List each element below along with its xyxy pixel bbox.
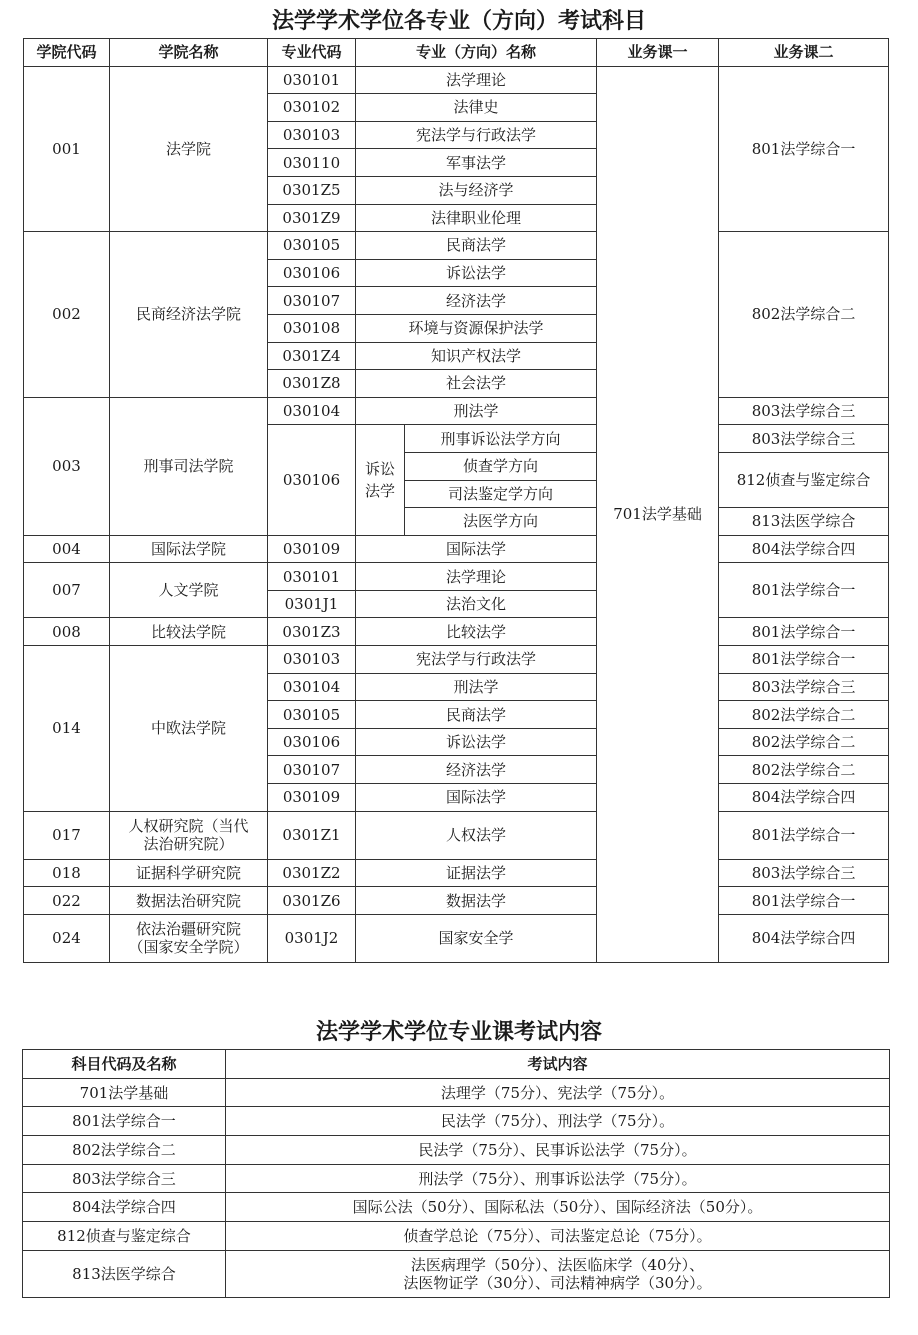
course2-cell: 803法学综合三	[719, 397, 889, 425]
major-name: 法与经济学	[356, 176, 597, 204]
major-name: 比较法学	[356, 618, 597, 646]
direction-name: 侦查学方向	[405, 452, 597, 480]
subject-content: 国际公法（50分）、国际私法（50分）、国际经济法（50分）。	[226, 1193, 890, 1222]
major-code: 030109	[268, 535, 356, 563]
table-row	[24, 887, 889, 915]
table-row	[24, 66, 889, 94]
major-code: 030101	[268, 66, 356, 94]
college-name: 数据法治研究院	[110, 887, 268, 915]
course2-cell: 804法学综合四	[719, 914, 889, 962]
major-code: 0301Z4	[268, 342, 356, 370]
header-college-name: 学院名称	[110, 39, 268, 67]
header-content: 考试内容	[226, 1050, 890, 1079]
major-code: 0301J1	[268, 590, 356, 618]
major-name: 诉讼法学	[356, 259, 597, 287]
college-code: 002	[24, 232, 110, 398]
table-row	[23, 1164, 890, 1193]
college-code: 014	[24, 646, 110, 812]
course2-cell: 802法学综合二	[719, 728, 889, 756]
course2-cell: 801法学综合一	[719, 811, 889, 859]
major-name: 国家安全学	[356, 914, 597, 962]
college-code: 022	[24, 887, 110, 915]
major-name: 诉讼 法学	[356, 425, 405, 535]
major-code: 0301Z9	[268, 204, 356, 232]
header-major-name: 专业（方向）名称	[356, 39, 597, 67]
major-code: 0301Z1	[268, 811, 356, 859]
major-name: 法学理论	[356, 66, 597, 94]
major-name: 法治文化	[356, 590, 597, 618]
college-code: 003	[24, 397, 110, 535]
major-code: 030107	[268, 756, 356, 784]
major-name: 经济法学	[356, 287, 597, 315]
table-row	[24, 914, 889, 962]
major-name: 刑法学	[356, 397, 597, 425]
page-title: 法学学术学位各专业（方向）考试科目	[271, 9, 646, 34]
course2-cell: 802法学综合二	[719, 701, 889, 729]
course2-cell: 804法学综合四	[719, 784, 889, 812]
college-name: 人权研究院（当代 法治研究院）	[110, 811, 268, 859]
table-row	[23, 1250, 890, 1297]
major-code: 030106	[268, 728, 356, 756]
major-code: 030110	[268, 149, 356, 177]
major-name: 环境与资源保护法学	[356, 314, 597, 342]
table-row	[23, 1193, 890, 1222]
major-name: 宪法学与行政法学	[356, 121, 597, 149]
section-title: 法学学术学位专业课考试内容	[315, 1020, 602, 1045]
major-name: 宪法学与行政法学	[356, 646, 597, 674]
course2-cell: 801法学综合一	[719, 66, 889, 232]
table-row	[24, 563, 889, 591]
major-code: 0301Z6	[268, 887, 356, 915]
major-name: 人权法学	[356, 811, 597, 859]
college-name: 民商经济法学院	[110, 232, 268, 398]
course2-cell: 801法学综合一	[719, 618, 889, 646]
major-code: 0301J2	[268, 914, 356, 962]
subject-name: 813法医学综合	[23, 1250, 226, 1297]
major-name: 数据法学	[356, 887, 597, 915]
college-code: 018	[24, 859, 110, 887]
major-code: 030105	[268, 701, 356, 729]
course2-cell: 803法学综合三	[719, 673, 889, 701]
major-name: 证据法学	[356, 859, 597, 887]
course2-cell: 804法学综合四	[719, 535, 889, 563]
major-name: 法学理论	[356, 563, 597, 591]
direction-name: 刑事诉讼法学方向	[405, 425, 597, 453]
major-code: 0301Z2	[268, 859, 356, 887]
table-row	[23, 1136, 890, 1165]
college-name: 人文学院	[110, 563, 268, 618]
table-row	[23, 1107, 890, 1136]
major-name: 刑法学	[356, 673, 597, 701]
course2-cell: 803法学综合三	[719, 859, 889, 887]
major-name: 民商法学	[356, 701, 597, 729]
college-code: 024	[24, 914, 110, 962]
table-row	[24, 397, 889, 425]
college-name: 国际法学院	[110, 535, 268, 563]
major-name: 国际法学	[356, 535, 597, 563]
table-row	[23, 1078, 890, 1107]
major-name: 社会法学	[356, 370, 597, 398]
exam-subjects-table	[23, 38, 889, 963]
table-row	[24, 859, 889, 887]
course2-cell: 803法学综合三	[719, 425, 889, 453]
major-code: 030101	[268, 563, 356, 591]
college-code: 004	[24, 535, 110, 563]
course2-cell: 802法学综合二	[719, 756, 889, 784]
subject-name: 804法学综合四	[23, 1193, 226, 1222]
course2-cell: 801法学综合一	[719, 646, 889, 674]
college-code: 017	[24, 811, 110, 859]
course2-cell: 813法医学综合	[719, 508, 889, 536]
subject-name: 812侦查与鉴定综合	[23, 1222, 226, 1251]
major-name: 国际法学	[356, 784, 597, 812]
subject-content: 民法学（75分）、民事诉讼法学（75分）。	[226, 1136, 890, 1165]
major-code: 030102	[268, 94, 356, 122]
course2-cell: 801法学综合一	[719, 887, 889, 915]
college-name: 证据科学研究院	[110, 859, 268, 887]
subject-content: 法理学（75分）、宪法学（75分）。	[226, 1078, 890, 1107]
course1-cell: 701法学基础	[597, 66, 719, 962]
direction-name: 司法鉴定学方向	[405, 480, 597, 508]
college-name: 法学院	[110, 66, 268, 232]
header-course1: 业务课一	[597, 39, 719, 67]
college-code: 008	[24, 618, 110, 646]
major-name: 民商法学	[356, 232, 597, 260]
college-code: 007	[24, 563, 110, 618]
major-name: 知识产权法学	[356, 342, 597, 370]
major-name: 法律史	[356, 94, 597, 122]
major-name: 军事法学	[356, 149, 597, 177]
header-major-code: 专业代码	[268, 39, 356, 67]
college-name: 比较法学院	[110, 618, 268, 646]
major-code: 030104	[268, 673, 356, 701]
header-subject: 科目代码及名称	[23, 1050, 226, 1079]
college-name: 依法治疆研究院 （国家安全学院）	[110, 914, 268, 962]
course2-cell: 801法学综合一	[719, 563, 889, 618]
major-code: 030103	[268, 646, 356, 674]
table-row	[23, 1222, 890, 1251]
header-college-code: 学院代码	[24, 39, 110, 67]
major-name: 经济法学	[356, 756, 597, 784]
course2-cell: 812侦查与鉴定综合	[719, 452, 889, 507]
table-row	[24, 535, 889, 563]
subject-name: 701法学基础	[23, 1078, 226, 1107]
major-code: 030109	[268, 784, 356, 812]
table-row	[24, 811, 889, 859]
subject-content: 法医病理学（50分）、法医临床学（40分）、 法医物证学（30分）、司法精神病学（30分）。	[226, 1250, 890, 1297]
major-code: 0301Z8	[268, 370, 356, 398]
major-code: 030105	[268, 232, 356, 260]
table-row	[24, 232, 889, 260]
subject-name: 801法学综合一	[23, 1107, 226, 1136]
major-code: 030106	[268, 259, 356, 287]
subject-name: 803法学综合三	[23, 1164, 226, 1193]
course2-cell: 802法学综合二	[719, 232, 889, 398]
exam-content-table	[22, 1049, 890, 1298]
subject-content: 刑法学（75分）、刑事诉讼法学（75分）。	[226, 1164, 890, 1193]
table-header-row	[23, 1050, 890, 1079]
college-name: 中欧法学院	[110, 646, 268, 812]
subject-content: 民法学（75分）、刑法学（75分）。	[226, 1107, 890, 1136]
major-name: 诉讼法学	[356, 728, 597, 756]
major-code: 030108	[268, 314, 356, 342]
table-row	[24, 618, 889, 646]
subject-content: 侦查学总论（75分）、司法鉴定总论（75分）。	[226, 1222, 890, 1251]
major-code: 030104	[268, 397, 356, 425]
major-code: 0301Z3	[268, 618, 356, 646]
major-code: 030106	[268, 425, 356, 535]
header-course2: 业务课二	[719, 39, 889, 67]
table-row	[24, 646, 889, 674]
table-header-row	[24, 39, 889, 67]
college-name: 刑事司法学院	[110, 397, 268, 535]
major-code: 030103	[268, 121, 356, 149]
major-code: 030107	[268, 287, 356, 315]
major-name: 法律职业伦理	[356, 204, 597, 232]
major-code: 0301Z5	[268, 176, 356, 204]
college-code: 001	[24, 66, 110, 232]
subject-name: 802法学综合二	[23, 1136, 226, 1165]
direction-name: 法医学方向	[405, 508, 597, 536]
